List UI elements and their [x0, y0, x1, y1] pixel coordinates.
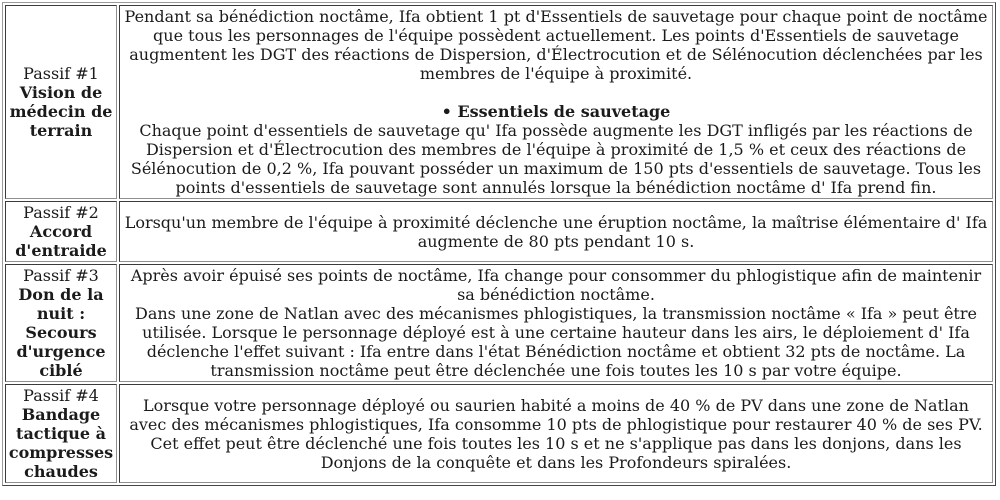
passive-description-cell — [119, 5, 993, 199]
page — [0, 2, 1000, 500]
passive-paragraph: Lorsqu'un membre de l'équipe à proximité déclenche une éruption noctâme, la maîtrise élémentaire d' Ifa augmente de 80 pts pendant 10 s. — [124, 212, 988, 251]
passive-paragraph: Chaque point d'essentiels de sauvetage qu' Ifa possède augmente les DGT infligés par les réactions de Dispersion et d'Électrocution des membres de l'équipe à proximité de 1,5 % et ceux des réactions de Sélénocution de 0,2 %, Ifa pouvant posséder un maximum de 150 pts d'essentiels de sauvetage. Tous les points d'essentiels de sauvetage sont annulés lorsque la bénédiction noctâme d' Ifa prend fin. — [130, 121, 982, 197]
passive-label-cell — [5, 5, 117, 199]
table-row — [5, 264, 993, 382]
passive-name: Accord d'entraide — [15, 222, 107, 260]
passive-name: Bandage tactique à compresses chaudes — [8, 405, 114, 481]
passive-name: Don de la nuit : Secours d'urgence ciblé — [16, 285, 106, 380]
passive-label-cell — [5, 264, 117, 382]
passive-paragraph: Pendant sa bénédiction noctâme, Ifa obtient 1 pt d'Essentiels de sauvetage pour chaque point de noctâme que tous les personnages de l'équipe possèdent actuellement. Les points d'Essentiels de sauvetage augmentent les DGT des réactions de Dispersion, d'Électrocution et de Sélénocution déclenchées par les membres de l'équipe à proximité. — [124, 7, 988, 83]
passive-description-cell — [119, 384, 993, 483]
table-row — [5, 5, 993, 199]
passives-table — [2, 2, 996, 486]
passive-number: Passif #1 — [23, 64, 99, 83]
passive-label-cell — [5, 201, 117, 262]
table-row — [5, 201, 993, 262]
passive-paragraph: Lorsque votre personnage déployé ou saurien habité a moins de 40 % de PV dans une zone de Natlan avec des mécanismes phlogistiques, Ifa consomme 10 pts de phlogistique pour restaurer 40 % de ses PV. Cet effet peut être déclenché une fois toutes les 10 s et ne s'applique pas dans les donjons, dans les Donjons de la conquête et dans les Profondeurs spiralées. — [129, 395, 983, 472]
passive-subheading: • Essentiels de sauvetage — [441, 102, 671, 121]
passive-label-cell — [5, 384, 117, 483]
passive-paragraph: Après avoir épuisé ses points de noctâme, Ifa change pour consommer du phlogistique afin de maintenir sa bénédiction noctâme. — [130, 266, 982, 304]
passive-number: Passif #4 — [23, 386, 99, 405]
passive-paragraph: Dans une zone de Natlan avec des mécanismes phlogistiques, la transmission noctâme « Ifa » peut être utilisée. Lorsque le personnage déployé est à une certaine hauteur dans les airs, le déploiement d' Ifa déclenche l'effet suivant : Ifa entre dans l'état Bénédiction noctâme et obtient 32 pts de noctâme. La transmission noctâme peut être déclenchée une fois toutes les 10 s par votre équipe. — [135, 304, 977, 380]
table-row — [5, 384, 993, 483]
passive-number: Passif #2 — [23, 203, 99, 222]
passive-number: Passif #3 — [23, 266, 99, 285]
passives-table-body — [5, 5, 993, 483]
passive-description-cell — [119, 201, 993, 262]
passive-description-cell — [119, 264, 993, 382]
blank-line — [122, 83, 990, 102]
passive-name: Vision de médecin de terrain — [9, 83, 113, 140]
